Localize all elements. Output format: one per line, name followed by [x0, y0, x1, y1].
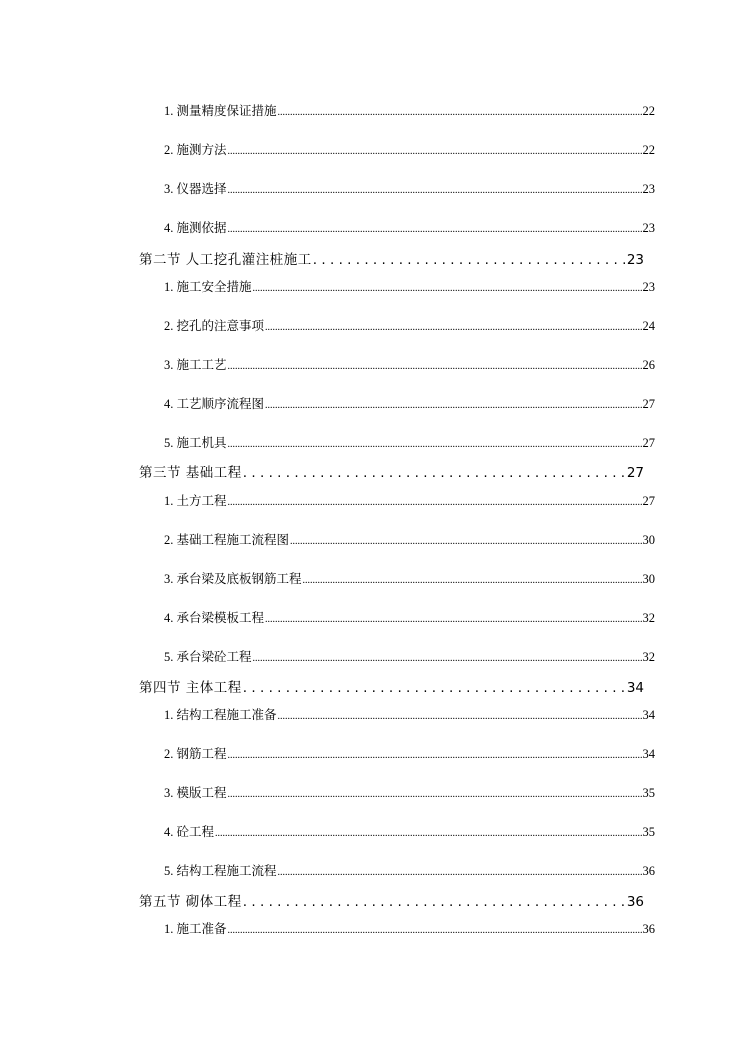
toc-page-number: 27	[642, 436, 655, 450]
dot-leader	[215, 828, 641, 839]
dot-leader	[253, 653, 642, 664]
toc-page-number: 32	[642, 650, 655, 664]
toc-section-label: 第四节 主体工程	[139, 680, 242, 696]
dot-leader	[243, 894, 626, 910]
toc-item-label: 3. 承台梁及底板钢筋工程	[164, 572, 302, 586]
toc-page-number: 27	[626, 465, 644, 481]
toc-item-label: 2. 挖孔的注意事项	[164, 319, 265, 333]
toc-item-label: 4. 施测依据	[164, 221, 227, 235]
toc-page-number: 23	[626, 252, 644, 268]
toc-section[interactable]	[139, 248, 644, 268]
toc-page-number: 26	[642, 358, 655, 372]
toc-section-label: 第三节 基础工程	[139, 465, 242, 481]
toc-item[interactable]	[164, 316, 655, 334]
toc-item[interactable]	[164, 491, 655, 509]
toc-item-label: 1. 施工准备	[164, 922, 227, 936]
dot-leader	[253, 283, 642, 294]
dot-leader	[228, 497, 642, 508]
toc-page-number: 36	[642, 864, 655, 878]
toc-item[interactable]	[164, 822, 655, 840]
dot-leader	[278, 867, 642, 878]
toc-page-number: 32	[642, 611, 655, 625]
toc-page-number: 30	[642, 572, 655, 586]
toc-page-number: 34	[642, 747, 655, 761]
toc-item[interactable]	[164, 705, 655, 723]
toc-page-number: 22	[642, 104, 655, 118]
dot-leader	[228, 146, 642, 157]
toc-section[interactable]	[139, 890, 644, 910]
toc-item-label: 2. 施测方法	[164, 143, 227, 157]
toc-item-label: 1. 结构工程施工准备	[164, 708, 277, 722]
toc-item-label: 3. 施工工艺	[164, 358, 227, 372]
toc-item[interactable]	[164, 861, 655, 879]
toc-page-number: 36	[642, 922, 655, 936]
toc-item-label: 1. 施工安全措施	[164, 280, 252, 294]
toc-section[interactable]	[139, 676, 644, 696]
toc-item[interactable]	[164, 744, 655, 762]
toc-page-number: 22	[642, 143, 655, 157]
toc-item[interactable]	[164, 140, 655, 158]
dot-leader	[303, 575, 642, 586]
dot-leader	[228, 361, 642, 372]
toc-item[interactable]	[164, 530, 655, 548]
toc-item-label: 4. 砼工程	[164, 825, 215, 839]
toc-item-label: 5. 施工机具	[164, 436, 227, 450]
toc-item[interactable]	[164, 179, 655, 197]
toc-item[interactable]	[164, 394, 655, 412]
toc-section-label: 第五节 砌体工程	[139, 894, 242, 910]
toc-page-number: 24	[642, 319, 655, 333]
toc-page-number: 23	[642, 221, 655, 235]
toc-page-number: 23	[642, 182, 655, 196]
toc-item-label: 1. 测量精度保证措施	[164, 104, 277, 118]
toc-item[interactable]	[164, 919, 655, 937]
toc-item-label: 3. 模版工程	[164, 786, 227, 800]
toc-item-label: 1. 土方工程	[164, 494, 227, 508]
toc-page-number: 23	[642, 280, 655, 294]
dot-leader	[243, 680, 626, 696]
dot-leader	[278, 107, 642, 118]
toc-item[interactable]	[164, 783, 655, 801]
toc-item[interactable]	[164, 101, 655, 119]
dot-leader	[228, 750, 642, 761]
toc-page-number: 35	[642, 825, 655, 839]
toc-page-number: 34	[626, 680, 644, 696]
toc-item[interactable]	[164, 277, 655, 295]
toc-page-number: 35	[642, 786, 655, 800]
toc-page-number: 27	[642, 494, 655, 508]
dot-leader	[228, 789, 642, 800]
dot-leader	[228, 224, 642, 235]
dot-leader	[290, 536, 641, 547]
toc-section-label: 第二节 人工挖孔灌注桩施工	[139, 252, 312, 268]
toc-item-label: 2. 钢筋工程	[164, 747, 227, 761]
dot-leader	[265, 614, 641, 625]
dot-leader	[265, 322, 641, 333]
dot-leader	[228, 925, 642, 936]
dot-leader	[265, 400, 641, 411]
toc-item-label: 4. 工艺顺序流程图	[164, 397, 265, 411]
dot-leader	[228, 439, 642, 450]
toc-item[interactable]	[164, 647, 655, 665]
toc-page-number: 34	[642, 708, 655, 722]
toc-section[interactable]	[139, 461, 644, 481]
toc-item-label: 2. 基础工程施工流程图	[164, 533, 290, 547]
toc-page-number: 27	[642, 397, 655, 411]
toc-item[interactable]	[164, 355, 655, 373]
dot-leader	[278, 711, 642, 722]
toc-item[interactable]	[164, 608, 655, 626]
dot-leader	[243, 465, 626, 481]
toc-item-label: 4. 承台梁模板工程	[164, 611, 265, 625]
toc-item-label: 3. 仪器选择	[164, 182, 227, 196]
toc-item-label: 5. 承台梁砼工程	[164, 650, 252, 664]
toc-item[interactable]	[164, 218, 655, 236]
toc-item[interactable]	[164, 569, 655, 587]
toc-item-label: 5. 结构工程施工流程	[164, 864, 277, 878]
toc-item[interactable]	[164, 433, 655, 451]
dot-leader	[313, 252, 626, 268]
toc-page-number: 36	[626, 894, 644, 910]
dot-leader	[228, 185, 642, 196]
toc-page-number: 30	[642, 533, 655, 547]
